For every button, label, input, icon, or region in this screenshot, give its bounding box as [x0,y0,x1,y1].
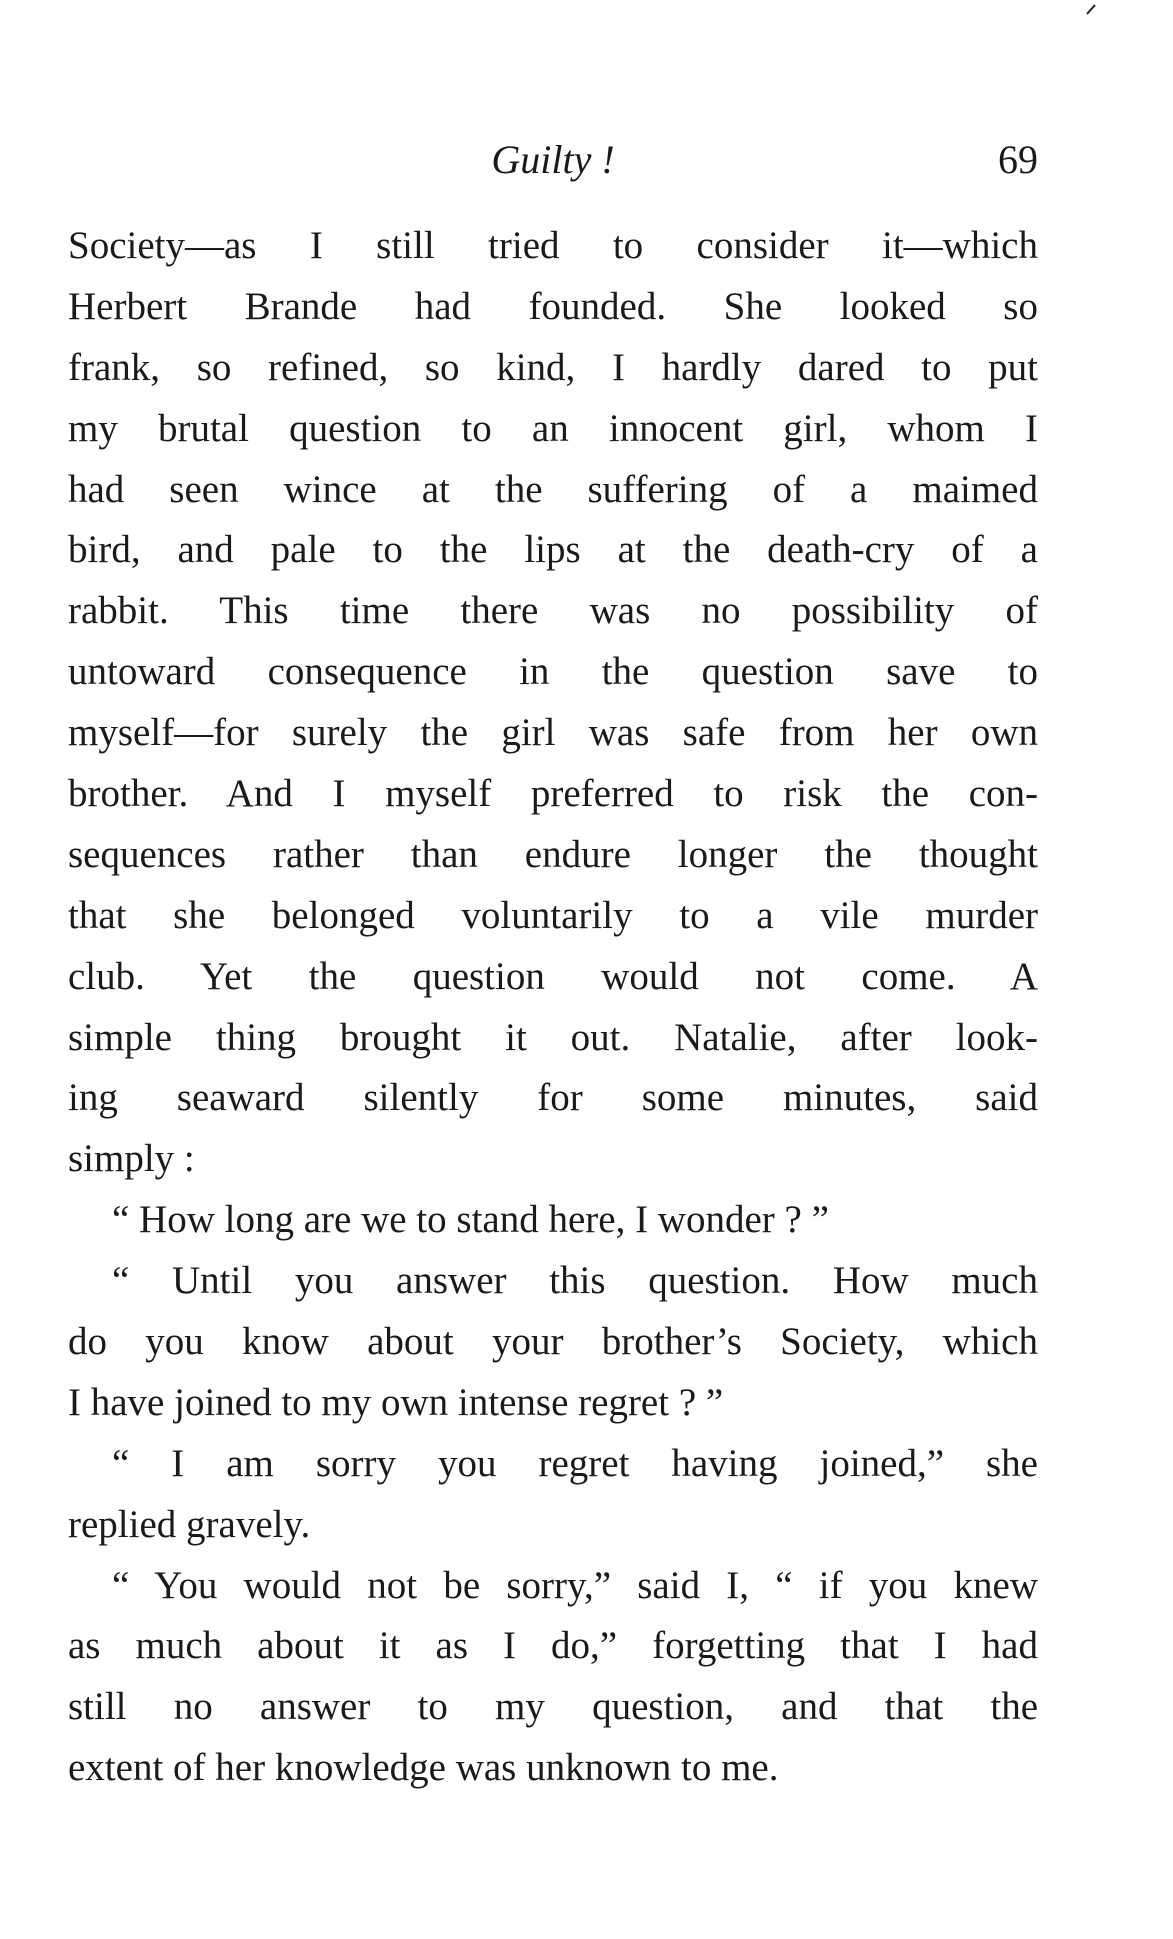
text-line: sequences rather than endure longer the thought [68,832,1038,876]
text-line: extent of her knowledge was unknown to me. [68,1746,779,1790]
stray-mark [1084,2,1098,16]
text-line: Herbert Brande had founded. She looked so [68,284,1038,328]
text-line: bird, and pale to the lips at the death-cry of a [68,528,1038,572]
text-line: club. Yet the question would not come. A [68,954,1038,998]
text-line: rabbit. This time there was no possibility of [68,589,1038,633]
text-line: do you know about your brother’s Society, which [68,1320,1038,1364]
text-line: brother. And I myself preferred to risk the con- [68,772,1038,816]
page-number: 69 [998,137,1038,182]
text-line: my brutal question to an innocent girl, whom I [68,406,1038,450]
text-line: frank, so refined, so kind, I hardly dared to put [68,345,1038,389]
text-line: “ Until you answer this question. How much [112,1259,1038,1303]
text-line: had seen wince at the suffering of a maimed [68,467,1038,511]
text-line: Society—as I still tried to consider it—which [68,224,1038,267]
body-text [68,216,1038,1799]
running-title: Guilty ! [491,137,615,182]
text-line: replied gravely. [68,1502,311,1546]
text-line: that she belonged voluntarily to a vile murder [68,893,1038,937]
text-line: “ How long are we to stand here, I wonder ? ” [112,1198,829,1242]
text-line: still no answer to my question, and that the [68,1685,1038,1729]
text-line: untoward consequence in the question save to [68,650,1038,694]
text-line: “ I am sorry you regret having joined,” she [112,1441,1038,1485]
running-head [68,130,1038,190]
text-line: “ You would not be sorry,” said I, “ if you knew [112,1563,1038,1607]
text-line: simply : [68,1137,195,1181]
text-line: as much about it as I do,” forgetting that I had [68,1624,1038,1668]
text-line: myself—for surely the girl was safe from her own [68,711,1038,755]
text-line: simple thing brought it out. Natalie, after look- [68,1015,1038,1059]
text-line: I have joined to my own intense regret ? ” [68,1380,724,1424]
text-line: ing seaward silently for some minutes, said [68,1076,1038,1120]
